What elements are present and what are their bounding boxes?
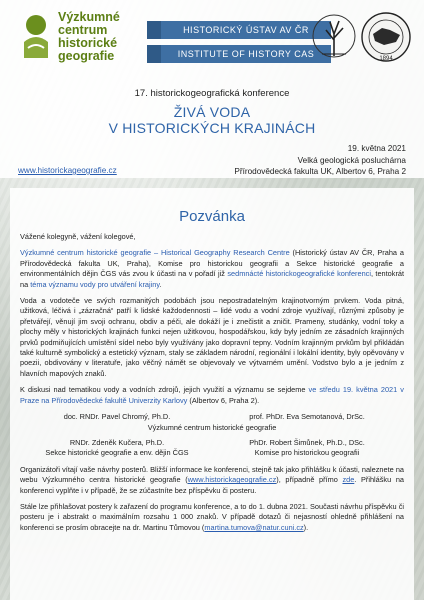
- conference-title-line1: ŽIVÁ VODA: [173, 104, 251, 120]
- event-address: Přírodovědecká fakulta UK, Albertov 6, Praha 2: [234, 167, 406, 176]
- paragraph-water: Voda a vodoteče ve svých rozmanitých podobách jsou nepostradatelným krajinotvorným prvkem. Voda pitná, užitková, léčivá i „zázračná“ patří k lidské každodennosti – lidé vodu a vodní zdroje využívají, různými způsoby je přetvářejí, věnují jim svoji ochranu, obdiv a péči, ale dokáží je i znečistit a zničit. Prameny, studánky, vodní toky a plochy měly v historických krajinách funkci nejen užitkovou, hospodářskou, kdy byly jedním ze zásadních krajinných prvků podmiňujících umístění sídel nebo byly využívány jako dopravní tepny. Vodním krajinným prvkům byl přikládán také kulturně symbolický a estetický význam, staly se základem národní, regionální i lokální identity, byly opěvovány v poezii, obdivovány v literatuře, jako věčný námět se objevovaly ve výtvarném umění. Vodstvo bylo a je jedním z hlavních mapových znaků.: [20, 296, 404, 378]
- logo-line: centrum: [58, 23, 108, 37]
- paragraph-deadline: [20, 502, 404, 533]
- tree-logo-icon: [312, 10, 356, 64]
- event-venue: Velká geologická posluchárna: [297, 155, 406, 165]
- paragraph-meeting: [20, 385, 404, 406]
- conference-number: 17. historickogeografická konference: [134, 88, 290, 99]
- cgs-seal-icon: [360, 10, 412, 68]
- signature-org-vchg: Výzkumné centrum historické geografie: [147, 422, 277, 432]
- signature-org-komise: Komise pro historickou geografii: [254, 448, 360, 458]
- event-date: 19. května 2021: [347, 144, 406, 153]
- paragraph-intro: [20, 248, 404, 290]
- signature-chromy: doc. RNDr. Pavel Chromý, Ph.D.: [63, 412, 171, 422]
- signature-org-cgs: Sekce historické geografie a env. dějin ČGS: [45, 448, 189, 458]
- greeting: Vážené kolegyně, vážení kolegové,: [20, 232, 136, 241]
- text-span: Stále lze přihlašovat postery k zařazení do programu konference, a to do 1. dubna 2021. Současti návrhu příspěvku či posteru je i abstrakt o maximálním rozsahu 1 000 znaků. V případě dotazů či nejasností ohledně přihlášení na konferenci se prosím obracejte na dr. Martinu Tůmovou (: [20, 501, 404, 532]
- paragraph-posters: [20, 465, 404, 496]
- conference-link[interactable]: sedmnácté historickogeografické konferenci: [227, 269, 371, 279]
- signature-semotanova: prof. PhDr. Eva Semotanová, DrSc.: [249, 412, 365, 422]
- event-info: [234, 143, 406, 178]
- signature-simunek: PhDr. Robert Šimůnek, Ph.D., DSc.: [249, 437, 365, 447]
- registration-link[interactable]: zde: [342, 475, 355, 485]
- banner-institute-of-history: INSTITUTE OF HISTORY CAS: [147, 45, 331, 63]
- text-span: ), případně přímo: [276, 475, 343, 485]
- invitation-text: [20, 232, 404, 539]
- text-span: .: [159, 279, 162, 289]
- logo-line: Výzkumné: [58, 10, 120, 24]
- contact-email-link[interactable]: martina.tumova@natur.cuni.cz: [204, 522, 304, 532]
- vchg-link[interactable]: Výzkumné centrum historické geografie – Historical Geography Research Centre: [20, 248, 290, 258]
- signature-kucera: RNDr. Zdeněk Kučera, Ph.D.: [69, 437, 165, 447]
- seal-year: 1894: [379, 56, 393, 62]
- date-venue-link[interactable]: ve středu 19. května 2021 v Praze na Přírodovědecké fakultě Univerzity Karlovy: [20, 385, 404, 405]
- invitation-heading: Pozvánka: [179, 208, 245, 225]
- logo-line: geografie: [58, 49, 115, 63]
- conference-title-line2: V HISTORICKÝCH KRAJINÁCH: [108, 120, 316, 136]
- text-span: (Historický ústav AV ČR, Praha a Přírodovědecká fakulta UK, Praha), Komise pro historickou geografii a Sekce historické geografie a environmentálních dějin ČGS vás zvou k účasti na v pořadí již: [20, 248, 404, 279]
- text-span: . Přihlášku na konferenci vyplňte i v případě, že se zúčastníte bez příspěvku či posteru.: [20, 475, 404, 495]
- banner-historicky-ustav: HISTORICKÝ ÚSTAV AV ČR: [147, 21, 331, 39]
- logo-mark-icon: [18, 12, 54, 62]
- topic-link[interactable]: téma významu vody pro utváření krajiny: [30, 279, 160, 289]
- header: [0, 0, 424, 178]
- signatures: [20, 412, 404, 459]
- text-span: Organizátoři vítají vaše návrhy posterů. Bližší informace ke konferenci, stejně tak jako přihlášku k účasti, naleznete na webu Výzkumného centra historické geografie (: [20, 464, 404, 485]
- vchg-logo: [18, 8, 138, 72]
- text-span: K diskusi nad tematikou vody a vodních zdrojů, jejich využití a významu se sejdeme: [20, 385, 309, 395]
- logo-line: historické: [58, 36, 118, 50]
- website-link[interactable]: www.historickageografie.cz: [18, 166, 117, 175]
- invitation-card: [10, 188, 414, 600]
- vchg-website-link[interactable]: www.historickageografie.cz: [187, 475, 277, 485]
- text-span: ).: [303, 522, 309, 532]
- text-span: , tentokrát na: [20, 269, 405, 289]
- text-span: (Albertov 6, Praha 2).: [187, 395, 260, 405]
